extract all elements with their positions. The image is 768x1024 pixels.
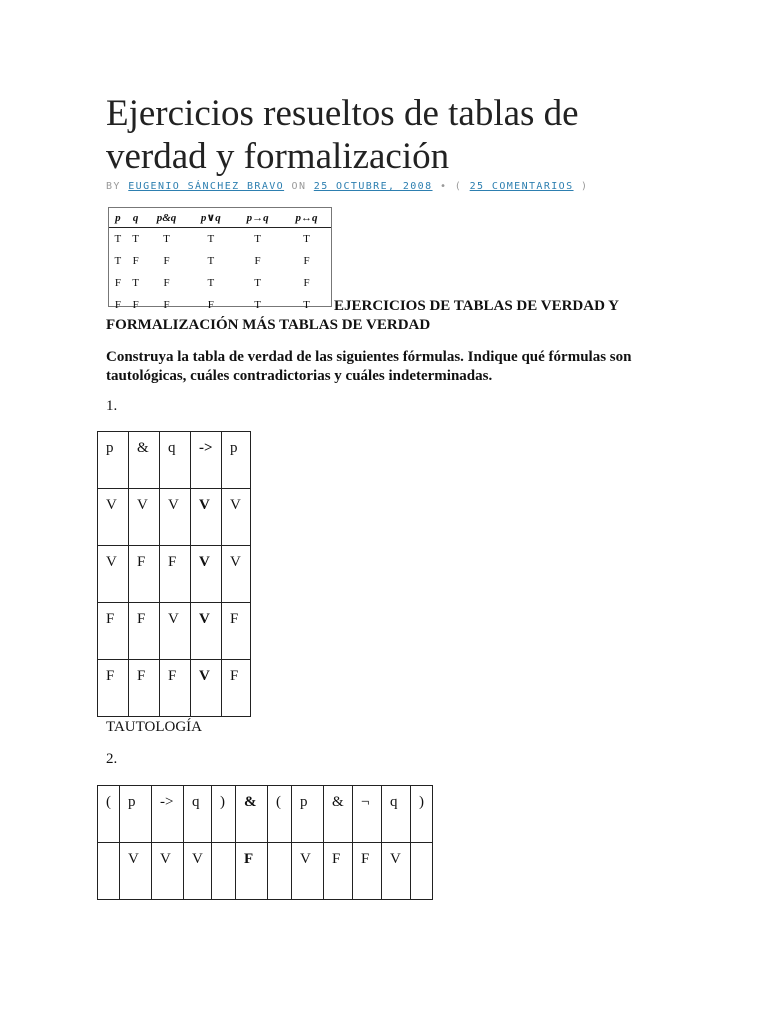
table-row	[109, 228, 331, 251]
table-cell: T	[114, 233, 122, 245]
table-cell: V	[292, 843, 324, 900]
table-cell: T	[207, 277, 215, 289]
truth-table-image-header-cell: p&q	[145, 208, 189, 228]
page-title: Ejercicios resueltos de tablas de verdad y formalización	[106, 93, 579, 177]
exercise-1-table	[97, 431, 251, 717]
table-cell: F	[353, 843, 382, 900]
table-cell: )	[212, 786, 236, 843]
table-cell: &	[129, 432, 160, 489]
table-cell: F	[132, 299, 139, 311]
author-link[interactable]: EUGENIO SÁNCHEZ BRAVO	[128, 181, 285, 192]
table-cell	[268, 843, 292, 900]
table-cell: p	[120, 786, 152, 843]
table-cell: V	[191, 603, 222, 660]
table-cell: F	[222, 603, 251, 660]
table-cell: V	[160, 489, 191, 546]
table-cell: F	[160, 660, 191, 717]
table-cell: V	[191, 660, 222, 717]
table-cell: T	[207, 255, 215, 267]
table-cell: T	[114, 255, 122, 267]
table-cell: F	[207, 299, 214, 311]
table-cell: F	[324, 843, 353, 900]
exercise-2-number: 2.	[106, 751, 118, 767]
table-cell: (	[98, 786, 120, 843]
table-cell: V	[222, 546, 251, 603]
table-cell: V	[191, 489, 222, 546]
table-row	[109, 272, 331, 294]
table-cell: F	[236, 843, 268, 900]
table-cell: T	[132, 233, 140, 245]
table-cell: F	[98, 660, 129, 717]
table-cell: T	[132, 277, 140, 289]
table-cell: ->	[152, 786, 184, 843]
table-row	[98, 546, 251, 603]
table-row	[98, 432, 251, 489]
table-cell	[411, 843, 433, 900]
table-cell: T	[254, 299, 261, 311]
truth-table-image-header-cell: p→q	[233, 208, 282, 228]
table-cell: F	[163, 277, 170, 289]
table-cell: V	[222, 489, 251, 546]
date-link[interactable]: 25 OCTUBRE, 2008	[313, 181, 433, 192]
table-cell: (	[268, 786, 292, 843]
table-cell	[98, 843, 120, 900]
table-cell: F	[129, 660, 160, 717]
table-cell: F	[132, 255, 139, 267]
table-cell: V	[98, 546, 129, 603]
table-cell: F	[303, 277, 310, 289]
table-cell: F	[163, 255, 170, 267]
table-cell: V	[129, 489, 160, 546]
byline-separator: • (	[439, 181, 463, 192]
table-cell: )	[411, 786, 433, 843]
truth-table-image-header-cell: p↔q	[282, 208, 331, 228]
table-cell	[212, 843, 236, 900]
truth-table-image-header-cell: q	[127, 208, 145, 228]
section-heading-text: EJERCICIOS DE TABLAS DE VERDAD Y FORMALIZACIÓN MÁS TABLAS DE VERDAD	[106, 298, 619, 333]
table-cell: ¬	[353, 786, 382, 843]
exercise-1-number: 1.	[106, 398, 118, 414]
table-cell: p	[292, 786, 324, 843]
table-cell: V	[98, 489, 129, 546]
table-cell: T	[303, 233, 310, 245]
table-cell: F	[222, 660, 251, 717]
table-cell: V	[152, 843, 184, 900]
table-cell: F	[129, 546, 160, 603]
table-cell: V	[160, 603, 191, 660]
table-cell: F	[160, 546, 191, 603]
table-cell: F	[163, 299, 170, 311]
byline-close: )	[580, 181, 589, 192]
table-cell: q	[382, 786, 411, 843]
table-cell: V	[191, 546, 222, 603]
comments-link[interactable]: 25 COMENTARIOS	[469, 181, 574, 192]
table-row	[98, 603, 251, 660]
table-cell: p	[222, 432, 251, 489]
table-cell: &	[324, 786, 353, 843]
table-cell: V	[184, 843, 212, 900]
table-cell: V	[382, 843, 411, 900]
table-cell: F	[254, 255, 261, 267]
table-cell: T	[254, 277, 261, 289]
truth-table-image-header-cell: p	[109, 208, 127, 228]
table-cell: T	[303, 299, 310, 311]
table-cell: V	[120, 843, 152, 900]
table-row	[98, 489, 251, 546]
table-cell: T	[163, 233, 170, 245]
table-cell: F	[98, 603, 129, 660]
truth-table-image-header	[109, 208, 331, 228]
byline-on: ON	[291, 181, 307, 192]
byline-by: BY	[106, 181, 121, 192]
table-cell: T	[254, 233, 261, 245]
post-byline	[106, 181, 588, 192]
exercise-1-result: TAUTOLOGÍA	[106, 719, 203, 735]
table-cell: F	[114, 299, 121, 311]
table-cell: &	[236, 786, 268, 843]
table-cell: F	[114, 277, 121, 289]
table-cell: T	[207, 233, 215, 245]
table-cell: F	[303, 255, 310, 267]
truth-table-image-header-cell: p∨q	[188, 208, 233, 228]
table-cell: ->	[191, 432, 222, 489]
exercise-2-table	[97, 785, 433, 900]
exercise-instructions: Construya la tabla de verdad de las siguientes fórmulas. Indique qué fórmulas son tautológicas, cuáles contradictorias y cuáles indeterminadas.	[106, 349, 632, 384]
table-row	[98, 843, 433, 900]
truth-table-image	[108, 207, 332, 311]
table-cell: p	[98, 432, 129, 489]
table-cell: q	[184, 786, 212, 843]
table-cell: F	[129, 603, 160, 660]
table-cell: q	[160, 432, 191, 489]
table-row	[98, 786, 433, 843]
section-heading	[106, 297, 666, 335]
table-row	[98, 660, 251, 717]
table-row	[109, 250, 331, 272]
